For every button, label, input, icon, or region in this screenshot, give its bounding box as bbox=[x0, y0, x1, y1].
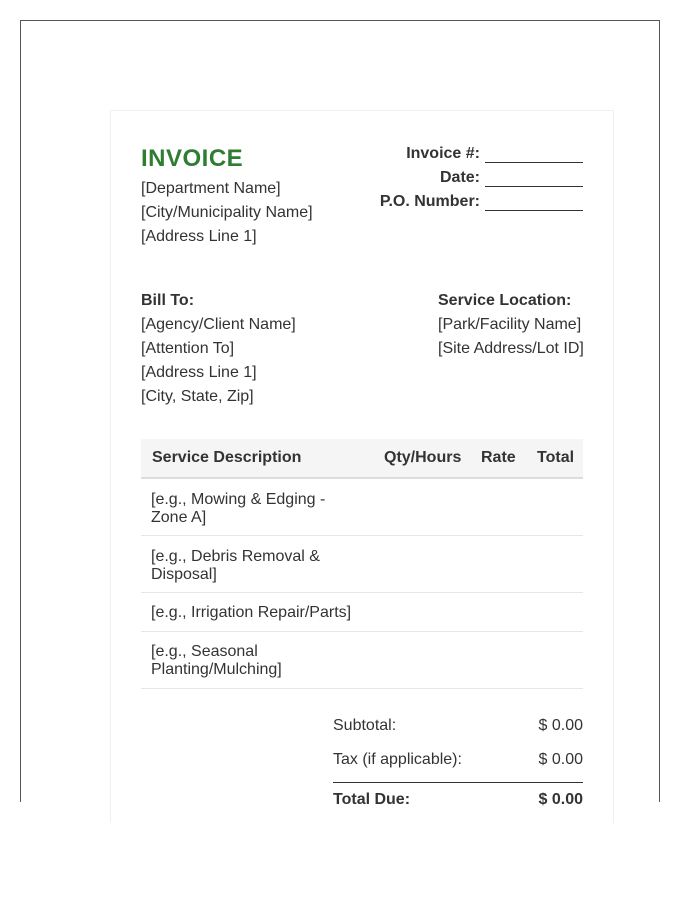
invoice-page bbox=[110, 110, 614, 823]
date-field[interactable] bbox=[485, 169, 583, 187]
row-description: [e.g., Debris Removal & Disposal] bbox=[151, 548, 320, 583]
row-description: [e.g., Mowing & Edging - Zone A] bbox=[151, 491, 326, 526]
po-number-label: P.O. Number: bbox=[379, 193, 480, 210]
tax-label: Tax (if applicable): bbox=[333, 751, 462, 768]
header-rate: Rate bbox=[481, 449, 516, 466]
table-row bbox=[141, 632, 583, 689]
table-header bbox=[141, 439, 583, 479]
service-location-facility: [Park/Facility Name] bbox=[438, 316, 582, 333]
invoice-number-field[interactable] bbox=[485, 145, 583, 163]
table-row bbox=[141, 593, 583, 632]
invoice-number-row bbox=[406, 143, 583, 163]
subtotal-label: Subtotal: bbox=[333, 717, 397, 734]
department-name: [Department Name] bbox=[141, 180, 281, 197]
bill-to-heading: Bill To: bbox=[141, 292, 195, 309]
header-qty-hours: Qty/Hours bbox=[384, 449, 462, 466]
total-due-row bbox=[333, 791, 583, 811]
header-service-description: Service Description bbox=[152, 449, 302, 466]
city-name: [City/Municipality Name] bbox=[141, 204, 313, 221]
document-frame bbox=[20, 20, 660, 808]
service-location-heading: Service Location: bbox=[438, 292, 572, 309]
services-table bbox=[141, 439, 583, 689]
subtotal-value: $ 0.00 bbox=[538, 717, 583, 734]
row-description: [e.g., Irrigation Repair/Parts] bbox=[151, 604, 352, 621]
date-label: Date: bbox=[439, 169, 480, 186]
invoice-title: INVOICE bbox=[141, 145, 244, 172]
bill-to-attention: [Attention To] bbox=[141, 340, 235, 357]
tax-value: $ 0.00 bbox=[538, 751, 583, 768]
header-total: Total bbox=[537, 449, 575, 466]
total-due-label: Total Due: bbox=[333, 791, 411, 808]
date-row bbox=[440, 167, 583, 187]
invoice-number-label: Invoice #: bbox=[406, 145, 480, 162]
total-divider bbox=[333, 782, 583, 783]
po-number-row bbox=[380, 191, 583, 211]
subtotal-row bbox=[333, 717, 583, 737]
table-row bbox=[141, 536, 583, 593]
service-location-site: [Site Address/Lot ID] bbox=[438, 340, 584, 357]
address-line: [Address Line 1] bbox=[141, 228, 257, 245]
bill-to-client: [Agency/Client Name] bbox=[141, 316, 296, 333]
bill-to-city-state-zip: [City, State, Zip] bbox=[141, 388, 254, 405]
tax-row bbox=[333, 751, 583, 771]
po-number-field[interactable] bbox=[485, 193, 583, 211]
table-row bbox=[141, 479, 583, 536]
row-description: [e.g., Seasonal Planting/Mulching] bbox=[151, 643, 282, 678]
bill-to-address: [Address Line 1] bbox=[141, 364, 257, 381]
total-due-value: $ 0.00 bbox=[538, 791, 583, 808]
